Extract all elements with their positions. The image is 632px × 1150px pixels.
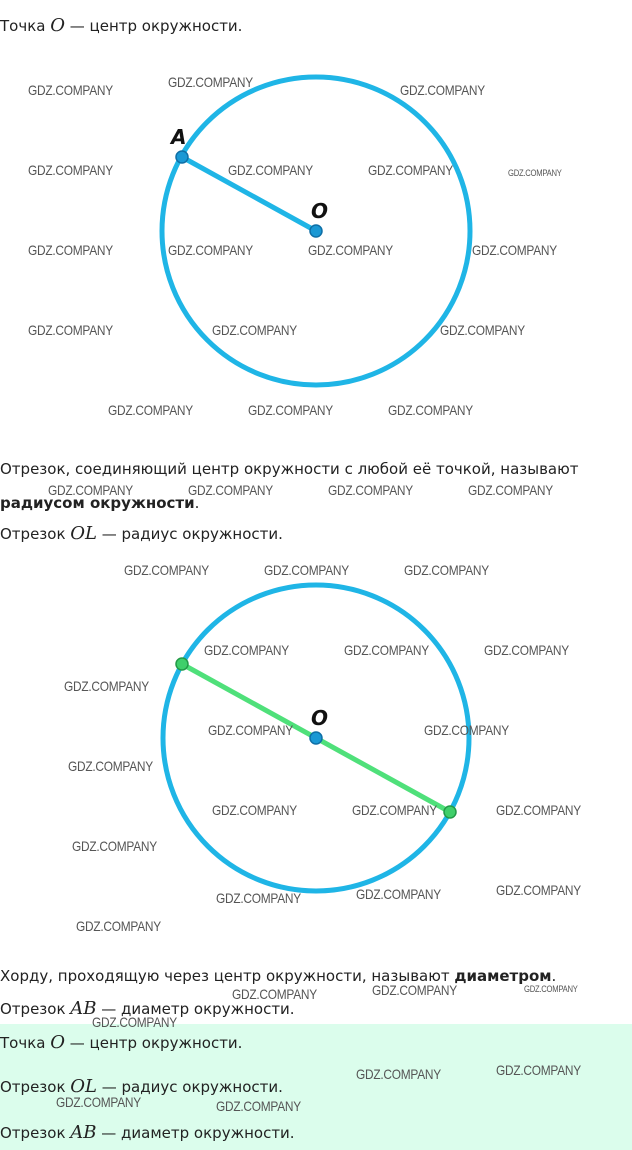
radius-example-prefix: Отрезок — [0, 525, 71, 543]
intro-suffix: — центр окружности. — [65, 17, 243, 35]
summary-line3-prefix: Отрезок — [0, 1124, 71, 1142]
diameter-definition-line — [0, 966, 556, 986]
watermark: GDZ.COMPANY — [72, 838, 157, 854]
watermark: GDZ.COMPANY — [440, 322, 525, 338]
diameter-endpoint-right — [444, 806, 456, 818]
diameter-example-suffix: — диаметр окружности. — [96, 1000, 295, 1018]
diameter-endpoint-left — [176, 658, 188, 670]
watermark: GDZ.COMPANY — [372, 982, 457, 998]
intro-line — [0, 16, 242, 36]
watermark: GDZ.COMPANY — [328, 482, 413, 498]
watermark: GDZ.COMPANY — [356, 1066, 441, 1082]
circle-diameter-figure — [0, 570, 632, 920]
watermark: GDZ.COMPANY — [212, 322, 297, 338]
watermark: GDZ.COMPANY — [308, 242, 393, 258]
watermark: GDZ.COMPANY — [168, 74, 253, 90]
watermark: GDZ.COMPANY — [108, 402, 193, 418]
summary-line1-symbol: O — [50, 1032, 65, 1053]
summary-line2-symbol: OL — [70, 1076, 97, 1097]
point-o-label-2: O — [311, 706, 329, 730]
summary-line-2 — [0, 1077, 283, 1097]
watermark: GDZ.COMPANY — [228, 162, 313, 178]
watermark: GDZ.COMPANY — [28, 82, 113, 98]
intro-prefix: Точка — [0, 17, 51, 35]
watermark: GDZ.COMPANY — [496, 802, 581, 818]
watermark: GDZ.COMPANY — [388, 402, 473, 418]
summary-line2-suffix: — радиус окружности. — [97, 1078, 283, 1096]
watermark: GDZ.COMPANY — [212, 802, 297, 818]
watermark: GDZ.COMPANY — [496, 882, 581, 898]
radius-example-line — [0, 524, 283, 544]
watermark: GDZ.COMPANY — [484, 642, 569, 658]
diameter-example-symbol: AB — [70, 998, 97, 1019]
intro-symbol: O — [50, 15, 65, 36]
point-o-2 — [310, 732, 322, 744]
point-a — [176, 151, 188, 163]
radius-definition-line1 — [0, 459, 579, 479]
watermark: GDZ.COMPANY — [76, 918, 161, 934]
watermark: GDZ.COMPANY — [264, 562, 349, 578]
watermark: GDZ.COMPANY — [208, 722, 293, 738]
diameter-definition-text: Хорду, проходящую через центр окружности, называют — [0, 967, 455, 985]
watermark: GDZ.COMPANY — [400, 82, 485, 98]
watermark: GDZ.COMPANY — [188, 482, 273, 498]
summary-line2-prefix: Отрезок — [0, 1078, 71, 1096]
diameter-example-prefix: Отрезок — [0, 1000, 71, 1018]
radius-definition-text: Отрезок, соединяющий центр окружности с любой её точкой, называют — [0, 460, 579, 478]
watermark: GDZ.COMPANY — [168, 242, 253, 258]
radius-example-suffix: — радиус окружности. — [97, 525, 283, 543]
point-o-label-1: O — [311, 199, 329, 223]
watermark: GDZ.COMPANY — [248, 402, 333, 418]
circle-radius-figure — [0, 60, 632, 410]
watermark: GDZ.COMPANY — [56, 1094, 141, 1110]
summary-line3-symbol: AB — [70, 1122, 97, 1143]
watermark: GDZ.COMPANY — [124, 562, 209, 578]
diameter-term-end: . — [551, 967, 557, 985]
watermark: GDZ.COMPANY — [356, 886, 441, 902]
watermark: GDZ.COMPANY — [368, 162, 453, 178]
watermark: GDZ.COMPANY — [68, 758, 153, 774]
watermark: GDZ.COMPANY — [496, 1062, 581, 1078]
watermark: GDZ.COMPANY — [524, 984, 578, 994]
watermark: GDZ.COMPANY — [28, 162, 113, 178]
radius-example-symbol: OL — [70, 523, 97, 544]
watermark: GDZ.COMPANY — [352, 802, 437, 818]
radius-term-end: . — [194, 494, 200, 512]
summary-line3-suffix: — диаметр окружности. — [96, 1124, 295, 1142]
diameter-term: диаметром — [454, 967, 552, 985]
watermark: GDZ.COMPANY — [64, 678, 149, 694]
watermark: GDZ.COMPANY — [404, 562, 489, 578]
point-a-label: A — [171, 125, 187, 149]
watermark: GDZ.COMPANY — [424, 722, 509, 738]
watermark: GDZ.COMPANY — [28, 322, 113, 338]
watermark: GDZ.COMPANY — [48, 482, 133, 498]
watermark: GDZ.COMPANY — [508, 168, 562, 178]
watermark: GDZ.COMPANY — [468, 482, 553, 498]
summary-line-3 — [0, 1123, 295, 1143]
watermark: GDZ.COMPANY — [92, 1014, 177, 1030]
summary-line1-prefix: Точка — [0, 1034, 51, 1052]
watermark: GDZ.COMPANY — [232, 986, 317, 1002]
watermark: GDZ.COMPANY — [472, 242, 557, 258]
watermark: GDZ.COMPANY — [216, 890, 301, 906]
radius-term: радиусом окружности — [0, 494, 195, 512]
watermark: GDZ.COMPANY — [204, 642, 289, 658]
watermark: GDZ.COMPANY — [344, 642, 429, 658]
watermark: GDZ.COMPANY — [216, 1098, 301, 1114]
summary-line1-suffix: — центр окружности. — [65, 1034, 243, 1052]
watermark: GDZ.COMPANY — [28, 242, 113, 258]
point-o-1 — [310, 225, 322, 237]
summary-line-1 — [0, 1033, 242, 1053]
